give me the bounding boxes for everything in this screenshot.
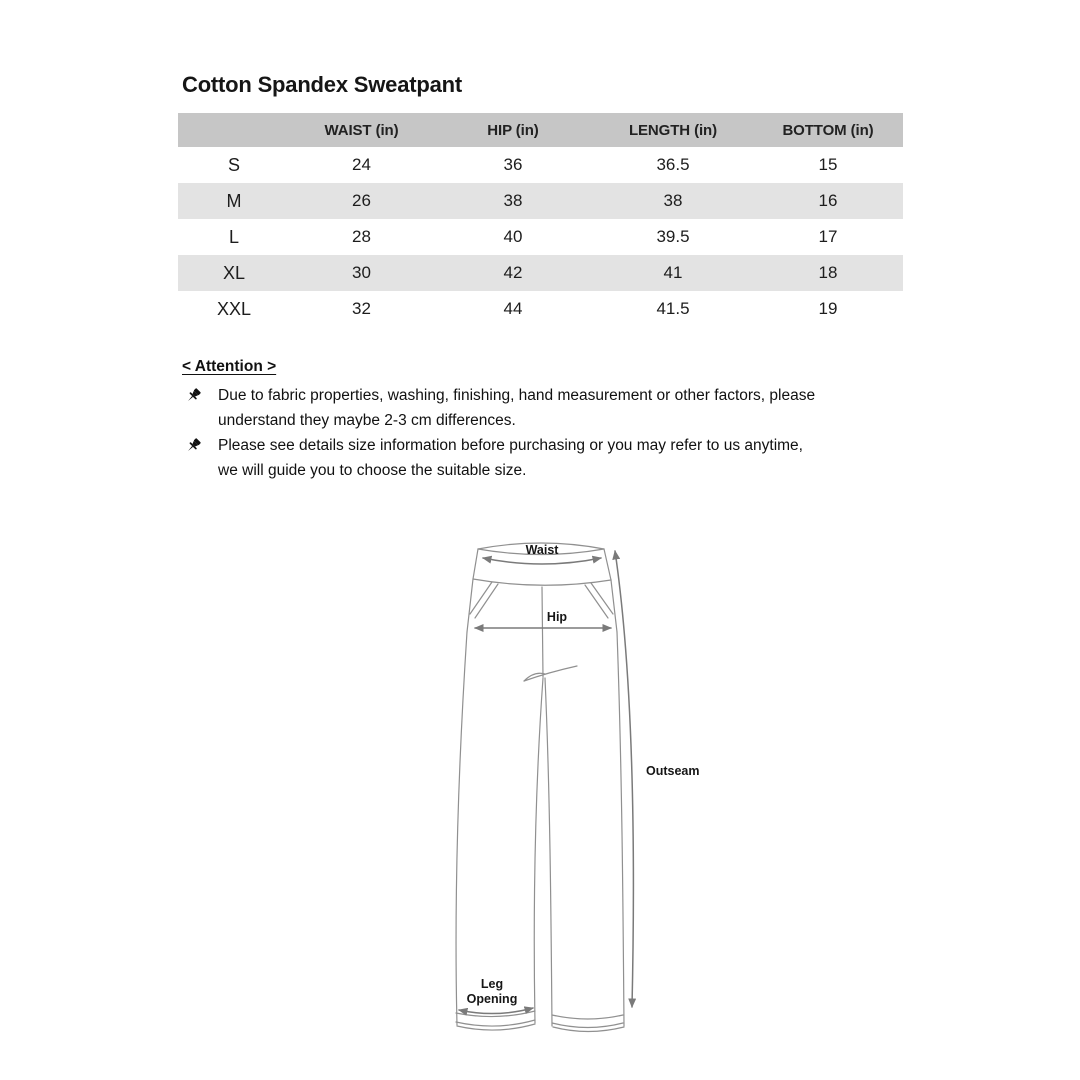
leg-opening-measure-arrow <box>459 1008 533 1014</box>
cell-length: 39.5 <box>656 227 690 246</box>
attention-note <box>182 434 832 483</box>
cell-size: XL <box>222 262 246 283</box>
cell-size: M <box>226 190 242 211</box>
hip-label: Hip <box>546 610 568 624</box>
cell-waist: 26 <box>352 191 371 210</box>
outseam-measure-arrow <box>615 551 633 1007</box>
page-title: Cotton Spandex Sweatpant <box>182 72 462 97</box>
cell-bottom: 17 <box>818 227 838 246</box>
leg-opening-label: Leg <box>480 977 504 991</box>
cell-hip: 38 <box>503 191 523 210</box>
leg-opening-label: Opening <box>466 992 518 1006</box>
cell-hip: 40 <box>503 227 523 246</box>
table-row <box>178 147 903 183</box>
size-table <box>178 113 903 327</box>
attention-note-text: Please see details size information before purchasing or you may refer to us anytime, we will guide you to choose the suitable size. <box>218 437 803 479</box>
cell-waist: 28 <box>352 227 371 246</box>
column-header-hip: HIP (in) <box>487 121 539 139</box>
cell-hip: 44 <box>503 299 523 318</box>
cell-size: S <box>227 154 240 175</box>
table-header-row <box>178 113 903 147</box>
attention-title: < Attention > <box>182 358 277 375</box>
attention-section <box>182 358 832 484</box>
cell-length: 41 <box>663 263 683 282</box>
pushpin-icon <box>184 387 202 405</box>
attention-note-text: Due to fabric properties, washing, finishing, hand measurement or other factors, please understand they maybe 2-3 cm differences. <box>218 387 816 429</box>
table-row <box>178 219 903 255</box>
cell-hip: 36 <box>503 155 523 174</box>
cell-bottom: 19 <box>818 299 838 318</box>
table-row <box>178 183 903 219</box>
cell-bottom: 18 <box>818 263 838 282</box>
waist-measure-arrow <box>483 558 601 564</box>
column-header-size <box>178 113 290 147</box>
column-header-waist: WAIST (in) <box>324 121 399 139</box>
cell-bottom: 15 <box>818 155 838 174</box>
cell-bottom: 16 <box>818 191 838 210</box>
cell-size: XXL <box>216 298 252 319</box>
cell-length: 38 <box>663 191 683 210</box>
cell-length: 36.5 <box>656 155 690 174</box>
pushpin-icon <box>184 437 202 455</box>
column-header-length: LENGTH (in) <box>628 121 718 139</box>
cell-hip: 42 <box>503 263 523 282</box>
pants-outline <box>456 543 624 1032</box>
cell-size: L <box>228 226 239 247</box>
column-header-bottom: BOTTOM (in) <box>782 121 874 139</box>
table-row <box>178 291 903 327</box>
waist-label: Waist <box>525 543 559 557</box>
cell-waist: 30 <box>352 263 371 282</box>
pants-measurement-diagram <box>420 505 740 1070</box>
table-row <box>178 255 903 291</box>
cell-length: 41.5 <box>656 299 690 318</box>
attention-note <box>182 384 832 433</box>
outseam-label: Outseam <box>646 764 700 778</box>
cell-waist: 32 <box>352 299 371 318</box>
cell-waist: 24 <box>352 155 371 174</box>
